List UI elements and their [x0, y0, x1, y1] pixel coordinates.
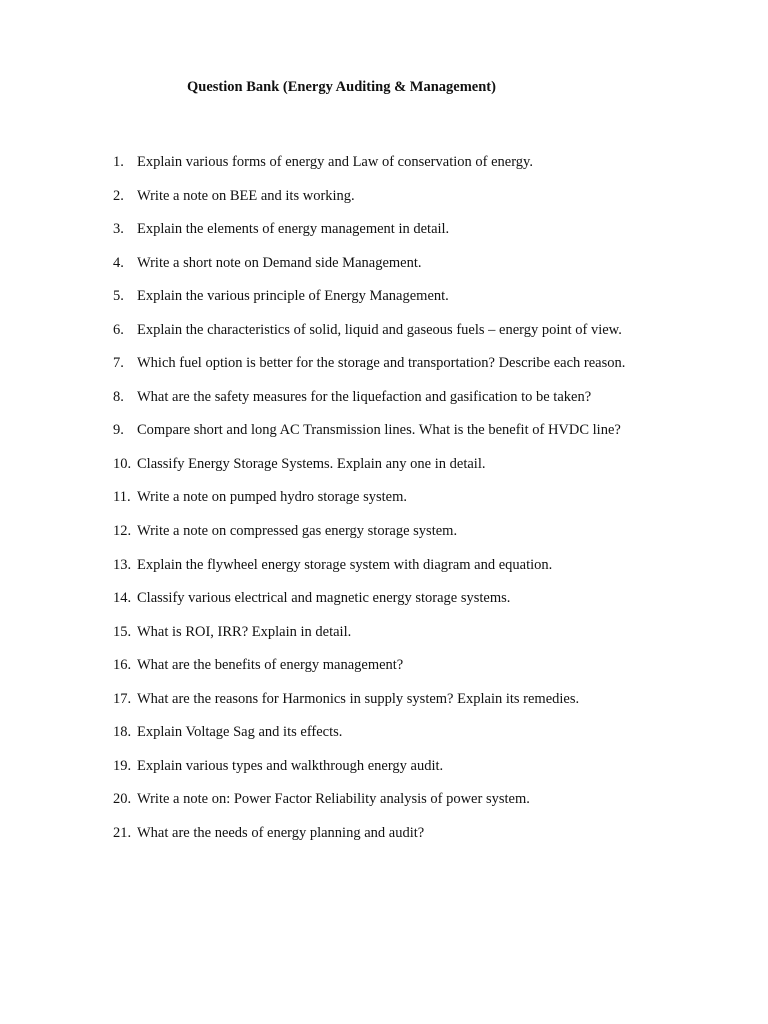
question-item — [0, 582, 768, 616]
question-number: 15. — [113, 623, 132, 640]
question-text: Explain the characteristics of solid, liquid and gaseous fuels – energy point of view. — [137, 321, 622, 338]
question-item — [0, 817, 768, 851]
question-item — [0, 750, 768, 784]
question-number: 16. — [113, 657, 132, 674]
question-text: Classify Energy Storage Systems. Explain any one in detail. — [137, 455, 486, 472]
question-item — [0, 481, 768, 515]
question-number: 9. — [113, 422, 124, 439]
question-number: 19. — [113, 757, 132, 774]
question-item — [0, 180, 768, 214]
question-number: 11. — [113, 489, 131, 506]
question-item — [0, 783, 768, 817]
question-text: What is ROI, IRR? Explain in detail. — [137, 623, 352, 640]
question-number: 18. — [113, 724, 132, 741]
question-text: Which fuel option is better for the storage and transportation? Describe each reason. — [137, 355, 626, 372]
question-number: 21. — [113, 824, 132, 841]
question-text: Write a note on BEE and its working. — [137, 187, 355, 204]
question-number: 14. — [113, 590, 132, 607]
question-text: Explain various forms of energy and Law of conservation of energy. — [137, 154, 533, 170]
question-number: 8. — [113, 388, 124, 405]
question-number: 7. — [113, 355, 124, 372]
question-text: Write a note on pumped hydro storage system. — [137, 489, 408, 506]
question-number: 6. — [113, 321, 124, 338]
question-item — [0, 515, 768, 549]
question-text: What are the reasons for Harmonics in supply system? Explain its remedies. — [137, 690, 580, 707]
question-number: 3. — [113, 221, 124, 238]
question-item — [0, 247, 768, 281]
question-item — [0, 448, 768, 482]
question-number: 12. — [113, 523, 132, 540]
question-item — [0, 381, 768, 415]
question-text: Explain various types and walkthrough energy audit. — [137, 757, 444, 774]
question-number: 4. — [113, 254, 124, 271]
question-text: Compare short and long AC Transmission lines. What is the benefit of HVDC line? — [137, 422, 621, 439]
question-number: 17. — [113, 690, 132, 707]
question-text: Explain the various principle of Energy Management. — [137, 288, 449, 305]
question-text: Explain the flywheel energy storage system with diagram and equation. — [137, 556, 553, 573]
question-item — [0, 314, 768, 348]
question-text: Write a short note on Demand side Management. — [137, 254, 422, 271]
question-item — [0, 616, 768, 650]
question-item — [0, 146, 768, 180]
question-item — [0, 549, 768, 583]
question-number: 2. — [113, 187, 124, 204]
question-text: What are the needs of energy planning and audit? — [137, 824, 425, 841]
question-number: 20. — [113, 791, 132, 808]
question-number: 5. — [113, 288, 124, 305]
question-text: What are the safety measures for the liquefaction and gasification to be taken? — [137, 388, 592, 405]
question-number: 10. — [113, 455, 132, 472]
question-text: Write a note on: Power Factor Reliability analysis of power system. — [137, 791, 530, 808]
question-text: Write a note on compressed gas energy storage system. — [137, 523, 458, 540]
question-item — [0, 280, 768, 314]
question-item — [0, 683, 768, 717]
question-item — [0, 347, 768, 381]
question-text: Explain the elements of energy management in detail. — [137, 221, 450, 238]
question-item — [0, 414, 768, 448]
document-title: Question Bank (Energy Auditing & Management) — [187, 79, 496, 95]
question-number: 1. — [113, 154, 124, 170]
question-number: 13. — [113, 556, 132, 573]
question-item — [0, 649, 768, 683]
question-list — [0, 146, 768, 850]
question-text: Classify various electrical and magnetic energy storage systems. — [137, 590, 511, 607]
question-text: What are the benefits of energy management? — [137, 657, 404, 674]
question-item — [0, 716, 768, 750]
question-item — [0, 213, 768, 247]
question-text: Explain Voltage Sag and its effects. — [137, 724, 343, 741]
